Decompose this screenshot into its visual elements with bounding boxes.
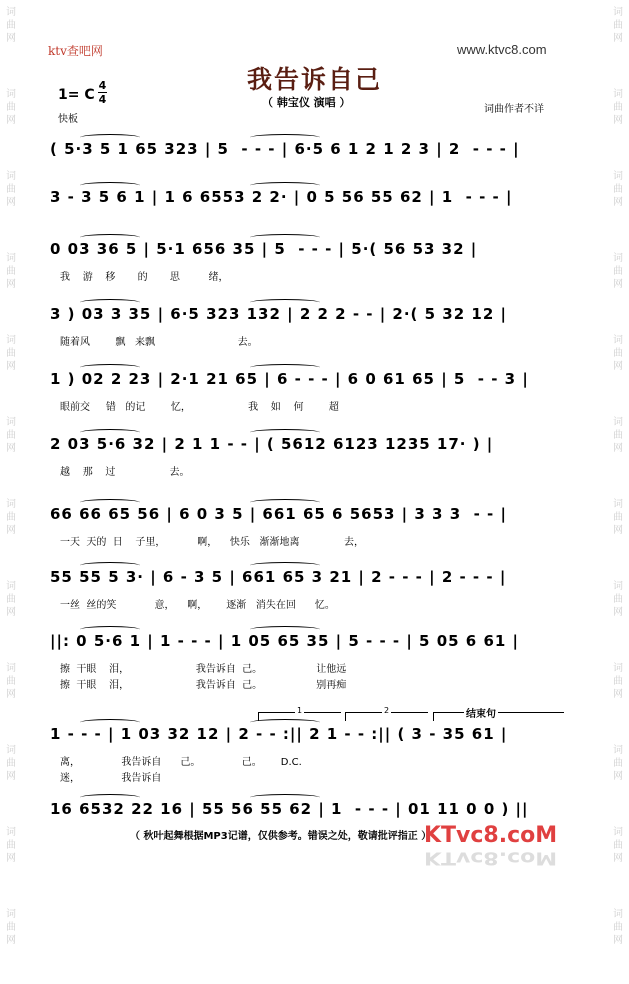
slur-arc [80,499,140,506]
watermark-char: 曲 [6,758,16,769]
watermark-char: 词 [6,909,16,920]
watermark-group [0,574,22,656]
left-watermark-column [0,0,22,946]
watermark-char: 曲 [613,102,623,113]
transcriber-note: （ 秋叶起舞根据MP3记谱，仅供参考。错误之处，敬请批评指正 ） [130,831,432,842]
slur-arc [80,794,140,801]
watermark-group [0,738,22,820]
jianpu-notes: 2 03 5·6 32 | 2 1 1 - - | ( 5612 6123 1235 17· ) | [50,435,494,453]
watermark-char: 网 [613,279,623,290]
lyrics-line: 越 那 过 去。 [60,467,190,478]
watermark-char: 曲 [613,20,623,31]
watermark-char: 网 [613,361,623,372]
watermark-group [607,410,629,492]
jianpu-notes: 3 - 3 5 6 1 | 1 6 6553 2 2· | 0 5 56 55 62 | 1 - - - | [50,188,513,206]
watermark-char: 词 [6,253,16,264]
watermark-char: 网 [613,443,623,454]
watermark-char: 网 [6,443,16,454]
logo-text: KTvc8.coM [424,823,558,848]
watermark-char: 词 [613,7,623,18]
watermark-char: 曲 [613,594,623,605]
watermark-char: 曲 [613,676,623,687]
singer-credit: （ 韩宝仪 演唱 ） [262,96,351,109]
slur-arc [80,562,140,569]
lyrics-line: 随着风 飘 来飘 去。 [60,337,258,348]
watermark-group [0,820,22,902]
watermark-char: 网 [613,525,623,536]
watermark-char: 曲 [613,266,623,277]
watermark-char: 网 [613,115,623,126]
first-ending-number: 1 [297,706,303,715]
watermark-char: 网 [6,689,16,700]
watermark-char: 网 [6,361,16,372]
jianpu-notes: 1 - - - | 1 03 32 12 | 2 - - :|| 2 1 - - :|| ( 3 - 35 61 | [50,725,508,743]
watermark-char: 词 [6,171,16,182]
watermark-char: 网 [6,279,16,290]
watermark-char: 词 [613,909,623,920]
watermark-char: 曲 [6,266,16,277]
jianpu-notes: 1 ) 02 2 23 | 2·1 21 65 | 6 - - - | 6 0 61 65 | 5 - - 3 | [50,370,529,388]
lyrics-line: 眼前交 错 的记 忆， 我 如 何 超 [60,402,339,413]
watermark-group [607,738,629,820]
watermark-char: 曲 [6,676,16,687]
watermark-char: 网 [613,853,623,864]
watermark-char: 曲 [6,102,16,113]
watermark-char: 网 [613,689,623,700]
slur-arc [250,134,320,141]
watermark-char: 词 [613,89,623,100]
lyrics-line-2: 迷， 我告诉自 [60,773,162,784]
watermark-group [607,656,629,738]
watermark-group [0,328,22,410]
watermark-group [607,328,629,410]
watermark-char: 网 [6,197,16,208]
song-title: 我告诉自己 [246,65,382,94]
brand-label[interactable]: ktv查吧网 [48,44,103,58]
slur-arc [80,299,140,306]
watermark-group [607,164,629,246]
slur-arc [250,794,320,801]
slur-arc [80,364,140,371]
watermark-char: 词 [6,827,16,838]
slur-arc [250,562,320,569]
watermark-char: 词 [6,417,16,428]
jianpu-notes: ||: 0 5·6 1 | 1 - - - | 1 05 65 35 | 5 - - - | 5 05 6 61 | [50,632,520,650]
time-signature-top: 4 [98,79,107,92]
slur-arc [250,234,320,241]
watermark-char: 词 [6,581,16,592]
watermark-char: 曲 [613,430,623,441]
watermark-char: 网 [613,197,623,208]
jianpu-notes: 55 55 5 3· | 6 - 3 5 | 661 65 3 21 | 2 - - - | 2 - - - | [50,568,507,586]
watermark-char: 曲 [6,922,16,933]
watermark-char: 词 [613,171,623,182]
watermark-group [0,492,22,574]
watermark-char: 曲 [6,512,16,523]
watermark-char: 词 [613,417,623,428]
slur-arc [250,429,320,436]
ending-bracket [433,709,564,721]
watermark-char: 网 [6,33,16,44]
watermark-char: 曲 [613,840,623,851]
watermark-group [0,656,22,738]
watermark-group [0,164,22,246]
watermark-group [607,246,629,328]
watermark-char: 曲 [6,20,16,31]
lyrics-line: 一天 天的 日 子里， 啊， 快乐 渐渐地离 去， [60,537,364,548]
watermark-char: 曲 [6,184,16,195]
slur-arc [250,182,320,189]
jianpu-notes: 16 6532 22 16 | 55 56 55 62 | 1 - - - | 01 11 0 0 ) || [50,800,529,818]
slur-arc [80,134,140,141]
watermark-group [0,902,22,984]
watermark-char: 词 [6,745,16,756]
slur-arc [80,182,140,189]
watermark-char: 网 [6,935,16,946]
watermark-char: 词 [613,253,623,264]
watermark-char: 曲 [613,512,623,523]
watermark-char: 曲 [6,594,16,605]
slur-arc [250,626,320,633]
watermark-char: 词 [613,499,623,510]
watermark-char: 曲 [6,840,16,851]
watermark-char: 词 [613,581,623,592]
watermark-char: 曲 [6,348,16,359]
watermark-char: 曲 [613,922,623,933]
watermark-char: 曲 [613,184,623,195]
time-signature [98,80,107,105]
slur-arc [80,234,140,241]
watermark-char: 词 [6,89,16,100]
watermark-char: 词 [6,7,16,18]
lyrics-line-2: 擦 干眼 泪， 我告诉自 己。 别再痴 [60,680,347,691]
watermark-group [0,410,22,492]
time-signature-bottom: 4 [98,93,107,106]
second-ending-number: 2 [384,706,390,715]
second-ending-bracket [345,706,428,721]
right-watermark-column [607,0,629,946]
watermark-char: 曲 [613,758,623,769]
composer-credit: 词曲作者不详 [484,104,544,115]
logo-reflection: KTvc8.coM [424,847,558,868]
lyrics-line: 离， 我告诉自 己。 己。 D.C. [60,757,302,768]
slur-arc [80,626,140,633]
watermark-char: 网 [6,607,16,618]
watermark-char: 曲 [6,430,16,441]
watermark-char: 网 [613,771,623,782]
watermark-char: 网 [613,607,623,618]
ending-label: 结束句 [464,705,498,720]
watermark-char: 词 [6,335,16,346]
watermark-group [607,820,629,902]
lyrics-line: 擦 干眼 泪， 我告诉自 己。 让他远 [60,664,347,675]
watermark-char: 词 [613,827,623,838]
slur-arc [80,429,140,436]
watermark-char: 词 [6,663,16,674]
tempo-marking: 快板 [58,114,78,125]
watermark-char: 网 [613,33,623,44]
watermark-char: 词 [613,745,623,756]
watermark-group [607,492,629,574]
slur-arc [250,499,320,506]
jianpu-notes: ( 5·3 5 1 65 323 | 5 - - - | 6·5 6 1 2 1 2 3 | 2 - - - | [50,140,520,158]
jianpu-notes: 0 03 36 5 | 5·1 656 35 | 5 - - - | 5·( 56 53 32 | [50,240,478,258]
key-signature: 1= C [58,87,95,103]
slur-arc [250,364,320,371]
watermark-char: 词 [6,499,16,510]
watermark-group [0,246,22,328]
jianpu-notes: 66 66 65 56 | 6 0 3 5 | 661 65 6 5653 | 3 3 3 - - | [50,505,507,523]
watermark-char: 网 [6,771,16,782]
lyrics-line: 一丝 丝的笑 意， 啊， 逐渐 消失在回 忆。 [60,600,335,611]
first-ending-bracket [258,706,341,721]
watermark-char: 网 [6,115,16,126]
slur-arc [250,299,320,306]
slur-arc [80,719,140,726]
watermark-char: 网 [6,525,16,536]
watermark-char: 曲 [613,348,623,359]
watermark-char: 词 [613,335,623,346]
watermark-char: 网 [613,935,623,946]
ktvc8-logo [424,823,572,873]
watermark-char: 网 [6,853,16,864]
watermark-group [607,902,629,984]
watermark-group [607,574,629,656]
lyrics-line: 我 游 移 的 思 绪， [60,272,229,283]
watermark-char: 词 [613,663,623,674]
jianpu-notes: 3 ) 03 3 35 | 6·5 323 132 | 2 2 2 - - | 2·( 5 32 12 | [50,305,507,323]
site-url[interactable]: www.ktvc8.com [457,42,547,57]
